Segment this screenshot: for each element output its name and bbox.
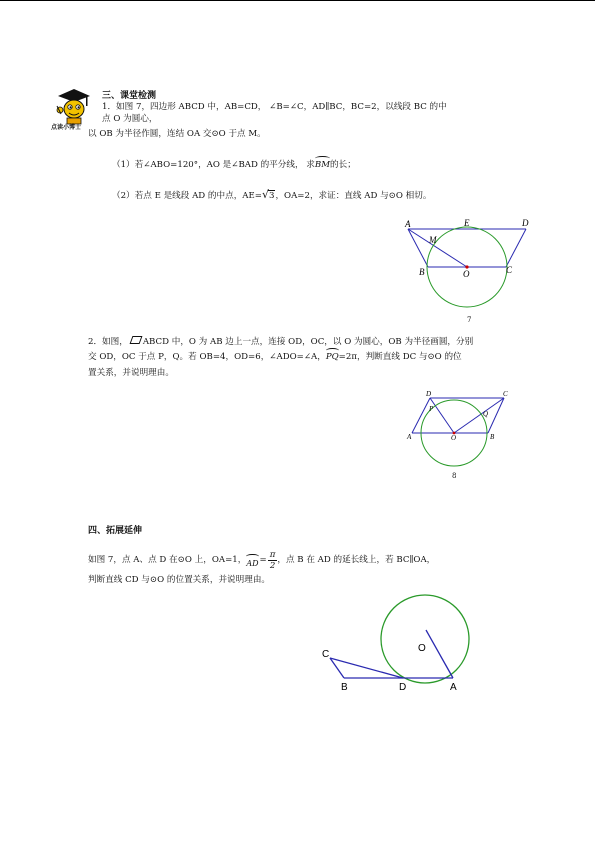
q1-part1 bbox=[112, 160, 356, 171]
s4-frac-num: π bbox=[269, 550, 276, 560]
q1-part2-b: ，OA=2，求证：直线 AD 与⊙O 相切。 bbox=[275, 191, 432, 201]
fig7-label-e: E bbox=[464, 218, 470, 228]
q1-part1-arc-label: BM bbox=[314, 160, 331, 170]
s4-line1 bbox=[88, 549, 435, 570]
arc-mark bbox=[315, 156, 330, 161]
ext-label-a: A bbox=[450, 682, 457, 693]
ext-label-c: C bbox=[322, 649, 330, 660]
q1-line1: 1．如图 7，四边形 ABCD 中，AB=CD， ∠B=∠C，AD∥BC，BC=2，以线段 BC 的中 bbox=[102, 102, 447, 112]
q1-part2-sqrt bbox=[261, 188, 275, 202]
fig7-label-b: B bbox=[419, 267, 425, 277]
section4-heading: 四、拓展延伸 bbox=[88, 526, 143, 536]
s4-frac-den: 2 bbox=[269, 561, 276, 571]
section3-heading: 三、课堂检测 bbox=[102, 91, 157, 101]
q2-line2-a: 交 OD，OC 于点 P，Q。若 OB=4，OD=6，∠ADO=∠A， bbox=[88, 352, 326, 362]
figure-7 bbox=[398, 214, 538, 329]
ext-label-o: O bbox=[418, 643, 426, 654]
q1-line2: 点 O 为圆心， bbox=[102, 114, 158, 124]
q1-part2-sqrt-value: 3 bbox=[268, 191, 275, 201]
fig7-segment-dc bbox=[506, 229, 526, 267]
fig8-label-b: B bbox=[490, 433, 495, 441]
s4-line1-b: ，点 B 在 AD 的延长线上，若 BC∥OA， bbox=[277, 555, 436, 565]
fig8-label-o: O bbox=[451, 434, 457, 442]
fig7-label-m: M bbox=[429, 235, 437, 245]
fig8-label-d: D bbox=[426, 390, 432, 398]
fig8-label-a: A bbox=[407, 433, 412, 441]
sqrt-sign: √ bbox=[261, 188, 269, 201]
arc-mark bbox=[246, 554, 258, 559]
q1-part1-text: （1）若∠ABO=120°，AO 是∠BAD 的平分线， 求 bbox=[112, 160, 315, 170]
fig7-segment-ab bbox=[408, 229, 428, 267]
q2-arc-label: PQ bbox=[325, 352, 339, 362]
figure-8 bbox=[402, 388, 520, 470]
equals-sign: = bbox=[259, 555, 267, 565]
s4-arc-ad bbox=[246, 558, 258, 569]
q1-part1-arc bbox=[315, 160, 330, 171]
fig7-label-a: A bbox=[405, 219, 411, 229]
ext-circle-o bbox=[381, 595, 469, 683]
q2-line1 bbox=[88, 336, 473, 348]
s4-line1-a: 如图 7，点 A、点 D 在⊙O 上，OA=1， bbox=[88, 555, 247, 565]
q2-arc-pq bbox=[326, 352, 339, 363]
q1-part2 bbox=[112, 188, 432, 202]
s4-arc-label: AD bbox=[246, 559, 259, 568]
q1-line3: 以 OB 为半径作圆，连结 OA 交⊙O 于点 M。 bbox=[88, 129, 266, 139]
figure-extension bbox=[318, 592, 488, 694]
q2-line2-b: =2π，判断直线 DC 与⊙O 的位 bbox=[338, 352, 462, 362]
fig8-caption: 8 bbox=[452, 472, 457, 480]
fig7-label-d: D bbox=[522, 218, 529, 228]
fig8-label-c: C bbox=[503, 390, 508, 398]
fig7-caption: 7 bbox=[467, 316, 472, 324]
s4-fraction bbox=[268, 550, 278, 571]
parallelogram-icon bbox=[129, 336, 142, 344]
s4-line2: 判断直线 CD 与⊙O 的位置关系，并说明理由。 bbox=[88, 575, 271, 585]
q2-line3: 置关系，并说明理由。 bbox=[88, 368, 174, 378]
q2-line1-a: 2．如图， bbox=[88, 337, 128, 347]
ext-label-b: B bbox=[341, 682, 348, 693]
page-top-rule bbox=[0, 0, 595, 1]
ext-label-d: D bbox=[399, 682, 407, 693]
q1-part2-a: （2）若点 E 是线段 AD 的中点，AE= bbox=[112, 191, 262, 201]
fig7-segment-ao bbox=[408, 229, 467, 267]
fig8-label-p: P bbox=[429, 405, 434, 413]
fig8-segment-od bbox=[430, 398, 454, 433]
q2-line2 bbox=[88, 352, 462, 363]
fig7-label-o: O bbox=[463, 269, 470, 279]
fig8-label-q: Q bbox=[483, 410, 489, 418]
q2-line1-b: ABCD 中，O 为 AB 边上一点，连接 OD，OC，以 O 为圆心，OB 为半径画圆，分别 bbox=[142, 337, 474, 347]
mascot-label: 点读小博士 bbox=[51, 124, 82, 131]
ext-segment-oa bbox=[426, 630, 453, 678]
fig7-label-c: C bbox=[506, 265, 513, 275]
arc-mark bbox=[326, 348, 339, 353]
q1-part1-tail: 的长； bbox=[330, 160, 356, 170]
